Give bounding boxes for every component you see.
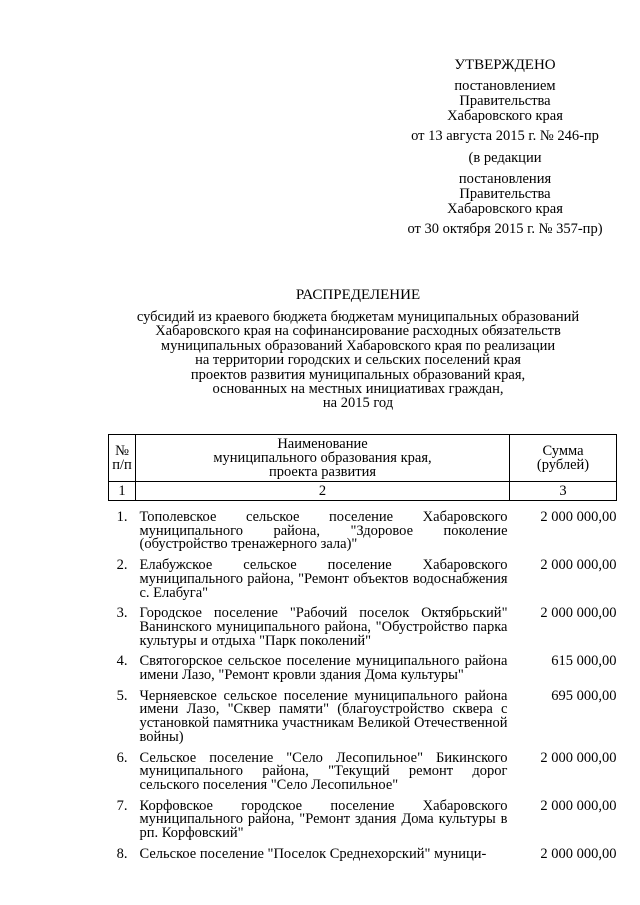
- row-sum: 2 000 000,00: [540, 605, 617, 622]
- row-number: 1.: [116, 509, 128, 525]
- approval-line: от 30 октября 2015 г. № 357-пр): [407, 221, 603, 237]
- approval-line: Хабаровского края: [447, 201, 563, 217]
- approval-title: УТВЕРЖДЕНО: [454, 57, 556, 73]
- approval-line: постановления: [458, 171, 552, 187]
- table-row: [109, 799, 617, 847]
- table-row: [109, 847, 617, 868]
- column-number-row: [109, 482, 617, 501]
- approval-line: от 13 августа 2015 г. № 246-пр: [411, 128, 599, 144]
- row-number: 2.: [116, 557, 128, 574]
- table-row: [109, 689, 617, 751]
- row-sum: 695 000,00: [551, 687, 617, 704]
- header-num: [109, 435, 136, 482]
- subtitle-line: муниципальных образований Хабаровского края по реализации: [160, 337, 556, 354]
- row-name: Корфовское городское поселение Хабаровского муниципального района, "Ремонт здания Дома культуры в рп. Корфовский": [139, 797, 508, 842]
- table-row: [109, 751, 617, 799]
- column-number: 1: [109, 482, 136, 501]
- row-name: Сельское поселение "Поселок Среднехорский" муници-: [139, 845, 487, 862]
- row-sum: 2 000 000,00: [540, 557, 617, 574]
- distribution-table: [108, 434, 617, 867]
- header-text: Наименование: [277, 436, 368, 452]
- table-row: [109, 606, 617, 654]
- row-number: 4.: [116, 653, 128, 670]
- column-number: 3: [510, 482, 617, 501]
- document-subtitle: [90, 310, 626, 411]
- row-number: 7.: [116, 797, 128, 814]
- subtitle-line: на 2015 год: [322, 395, 394, 412]
- row-sum: 2 000 000,00: [540, 797, 617, 814]
- approval-line: Правительства: [459, 186, 551, 202]
- header-text: муниципального образования края,: [213, 450, 432, 466]
- approval-line: (в редакции: [468, 150, 542, 166]
- header-name: [136, 435, 510, 482]
- table-row: [109, 510, 617, 558]
- subtitle-line: основанных на местных инициативах граждан,: [212, 381, 504, 398]
- row-sum: 2 000 000,00: [540, 749, 617, 766]
- row-number: 6.: [116, 749, 128, 766]
- row-name: Городское поселение "Рабочий поселок Октябрьский" Ванинского муниципального района, "Обустройство парка культуры и отдыха "Парк поколений": [139, 605, 508, 649]
- row-name: Святогорское сельское поселение муниципального района имени Лазо, "Ремонт кровли здания Дома культуры": [139, 653, 508, 684]
- row-number: 8.: [116, 845, 128, 862]
- approval-line: постановлением: [454, 78, 556, 94]
- approval-block: [385, 58, 625, 237]
- header-text: Сумма: [542, 443, 584, 459]
- row-number: 5.: [116, 687, 128, 704]
- header-sum: [510, 435, 617, 482]
- row-name: Елабужское сельское поселение Хабаровского муниципального района, "Ремонт объектов водоснабжения с. Елабуга": [139, 557, 508, 601]
- row-number: 3.: [116, 605, 128, 622]
- row-sum: 2 000 000,00: [540, 509, 617, 525]
- row-name: Сельское поселение "Село Лесопильное" Бикинского муниципального района, "Текущий ремонт дорог сельского поселения "Село Лесопильное": [139, 749, 508, 793]
- row-name: Черняевское сельское поселение муниципального района имени Лазо, "Сквер памяти" (благоустройство сквера с установкой памятника участникам Великой Отечественной войны): [139, 687, 508, 745]
- row-sum: 615 000,00: [551, 653, 617, 670]
- approval-line: Хабаровского края: [447, 108, 563, 124]
- document-heading: РАСПРЕДЕЛЕНИЕ: [295, 287, 421, 303]
- header-text: проекта развития: [268, 464, 377, 480]
- table-header-row: [109, 435, 617, 482]
- table-row: [109, 558, 617, 606]
- header-text: №: [115, 443, 129, 459]
- header-text: (рублей): [536, 457, 590, 473]
- column-number: 2: [136, 482, 510, 501]
- row-name: Тополевское сельское поселение Хабаровского муниципального района, "Здоровое поколение (обустройство тренажерного зала)": [139, 509, 508, 553]
- subtitle-line: проектов развития муниципальных образований края,: [190, 366, 526, 383]
- table-row: [109, 654, 617, 688]
- row-sum: 2 000 000,00: [540, 845, 617, 862]
- header-text: п/п: [112, 457, 132, 473]
- subtitle-line: субсидий из краевого бюджета бюджетам муниципальных образований: [136, 309, 580, 325]
- subtitle-line: на территории городских и сельских поселений края: [195, 352, 521, 369]
- approval-line: Правительства: [459, 93, 551, 109]
- subtitle-line: Хабаровского края на софинансирование расходных обязательств: [155, 323, 561, 340]
